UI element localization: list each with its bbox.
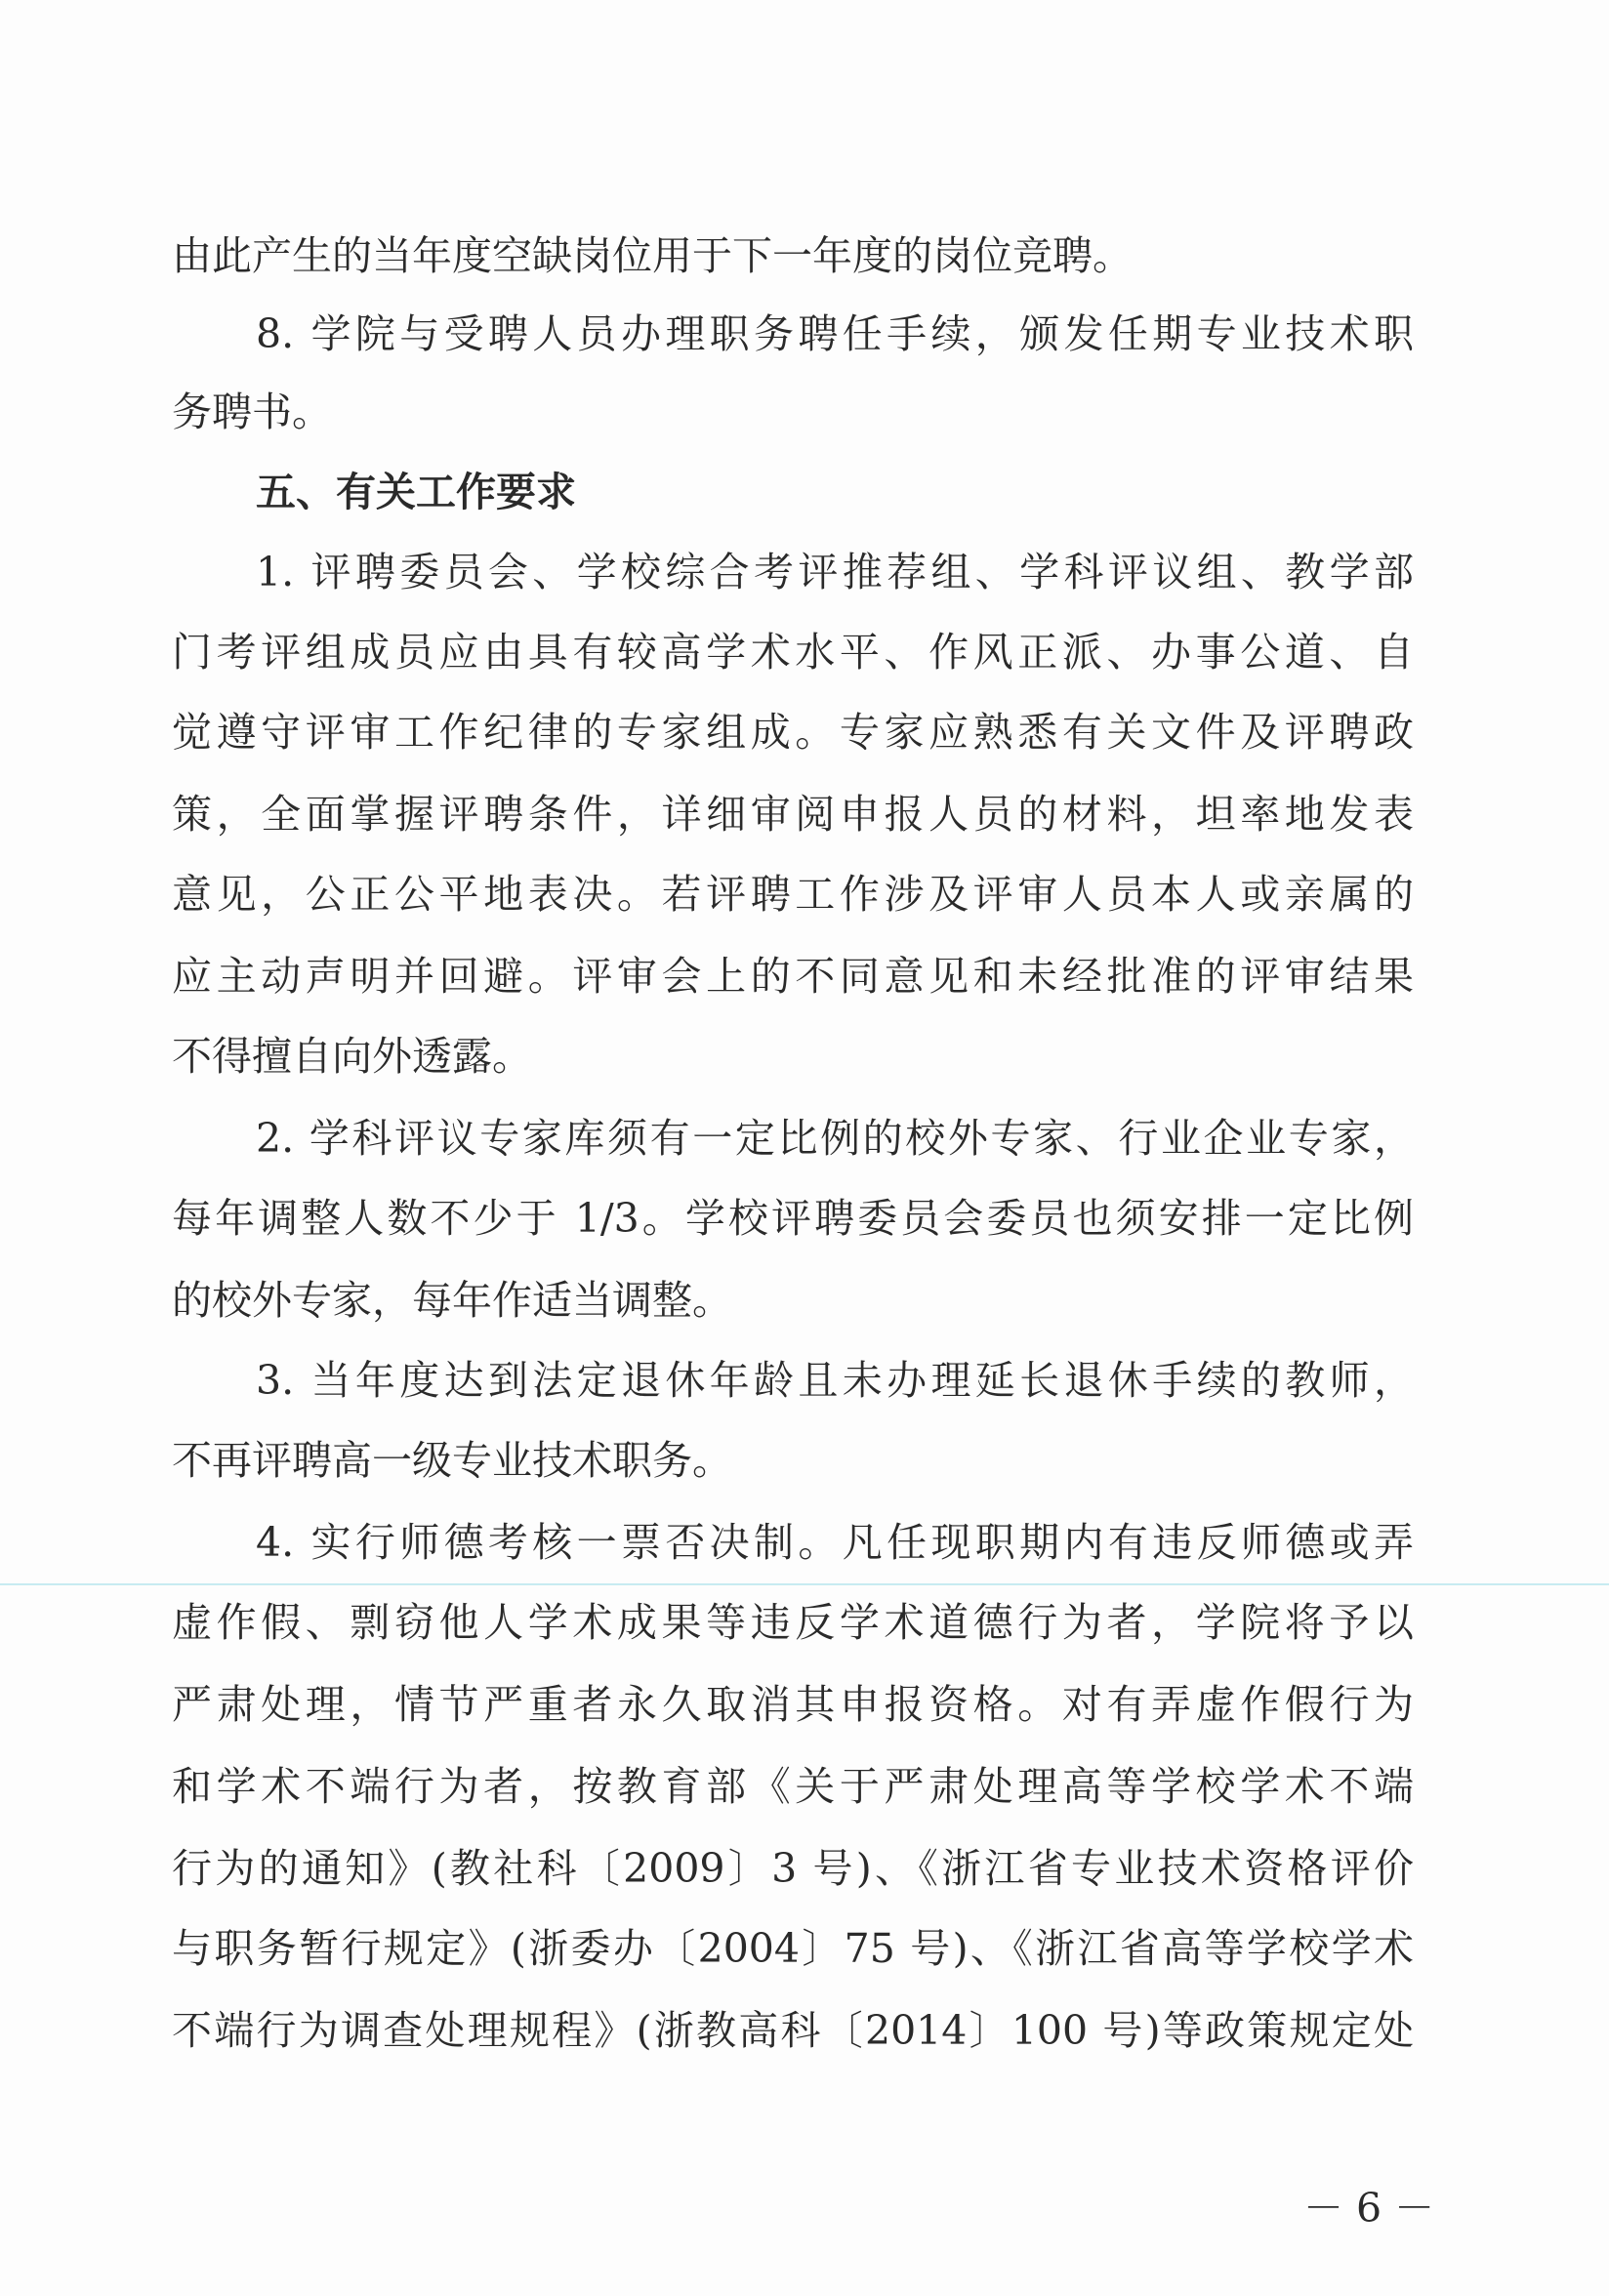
- text-line: 2. 学科评议专家库须有一定比例的校外专家、行业企业专家，: [256, 1115, 1414, 1162]
- text-line: 严肃处理，情节严重者永久取消其申报资格。对有弄虚作假行为: [172, 1681, 1414, 1728]
- text-line: 虚作假、剽窃他人学术成果等违反学术道德行为者，学院将予以: [172, 1599, 1414, 1646]
- scan-artifact-line: [0, 1583, 1609, 1585]
- text-line: 策，全面掌握评聘条件，详细审阅申报人员的材料，坦率地发表: [172, 791, 1414, 838]
- text-line: 门考评组成员应由具有较高学术水平、作风正派、办事公道、自: [172, 629, 1414, 676]
- text-line: 不端行为调查处理规程》(浙教高科〔2014〕100 号)等政策规定处: [172, 2007, 1414, 2054]
- text-line: 1. 评聘委员会、学校综合考评推荐组、学科评议组、教学部: [256, 549, 1414, 595]
- text-line: 行为的通知》(教社科〔2009〕3 号)、《浙江省专业技术资格评价: [172, 1845, 1414, 1892]
- text-line: 由此产生的当年度空缺岗位用于下一年度的岗位竞聘。: [172, 232, 1133, 279]
- text-line: 与职务暂行规定》(浙委办〔2004〕75 号)、《浙江省高等学校学术: [172, 1925, 1414, 1972]
- text-line: 4. 实行师德考核一票否决制。凡任现职期内有违反师德或弄: [256, 1519, 1414, 1566]
- text-line: 务聘书。: [172, 389, 332, 435]
- text-line: 觉遵守评审工作纪律的专家组成。专家应熟悉有关文件及评聘政: [172, 709, 1414, 756]
- text-line: 和学术不端行为者，按教育部《关于严肃处理高等学校学术不端: [172, 1763, 1414, 1810]
- section-heading: 五、有关工作要求: [256, 469, 576, 515]
- text-line: 3. 当年度达到法定退休年龄且未办理延长退休手续的教师，: [256, 1357, 1414, 1404]
- text-line: 的校外专家，每年作适当调整。: [172, 1277, 732, 1324]
- page-number: － 6 －: [1303, 2185, 1435, 2232]
- text-line: 应主动声明并回避。评审会上的不同意见和未经批准的评审结果: [172, 953, 1414, 1000]
- text-line: 8. 学院与受聘人员办理职务聘任手续，颁发任期专业技术职: [256, 310, 1414, 357]
- text-line: 不得擅自向外透露。: [172, 1033, 532, 1080]
- text-line: 每年调整人数不少于 1/3。学校评聘委员会委员也须安排一定比例: [172, 1195, 1414, 1242]
- text-line: 不再评聘高一级专业技术职务。: [172, 1437, 732, 1484]
- text-line: 意见，公正公平地表决。若评聘工作涉及评审人员本人或亲属的: [172, 871, 1414, 918]
